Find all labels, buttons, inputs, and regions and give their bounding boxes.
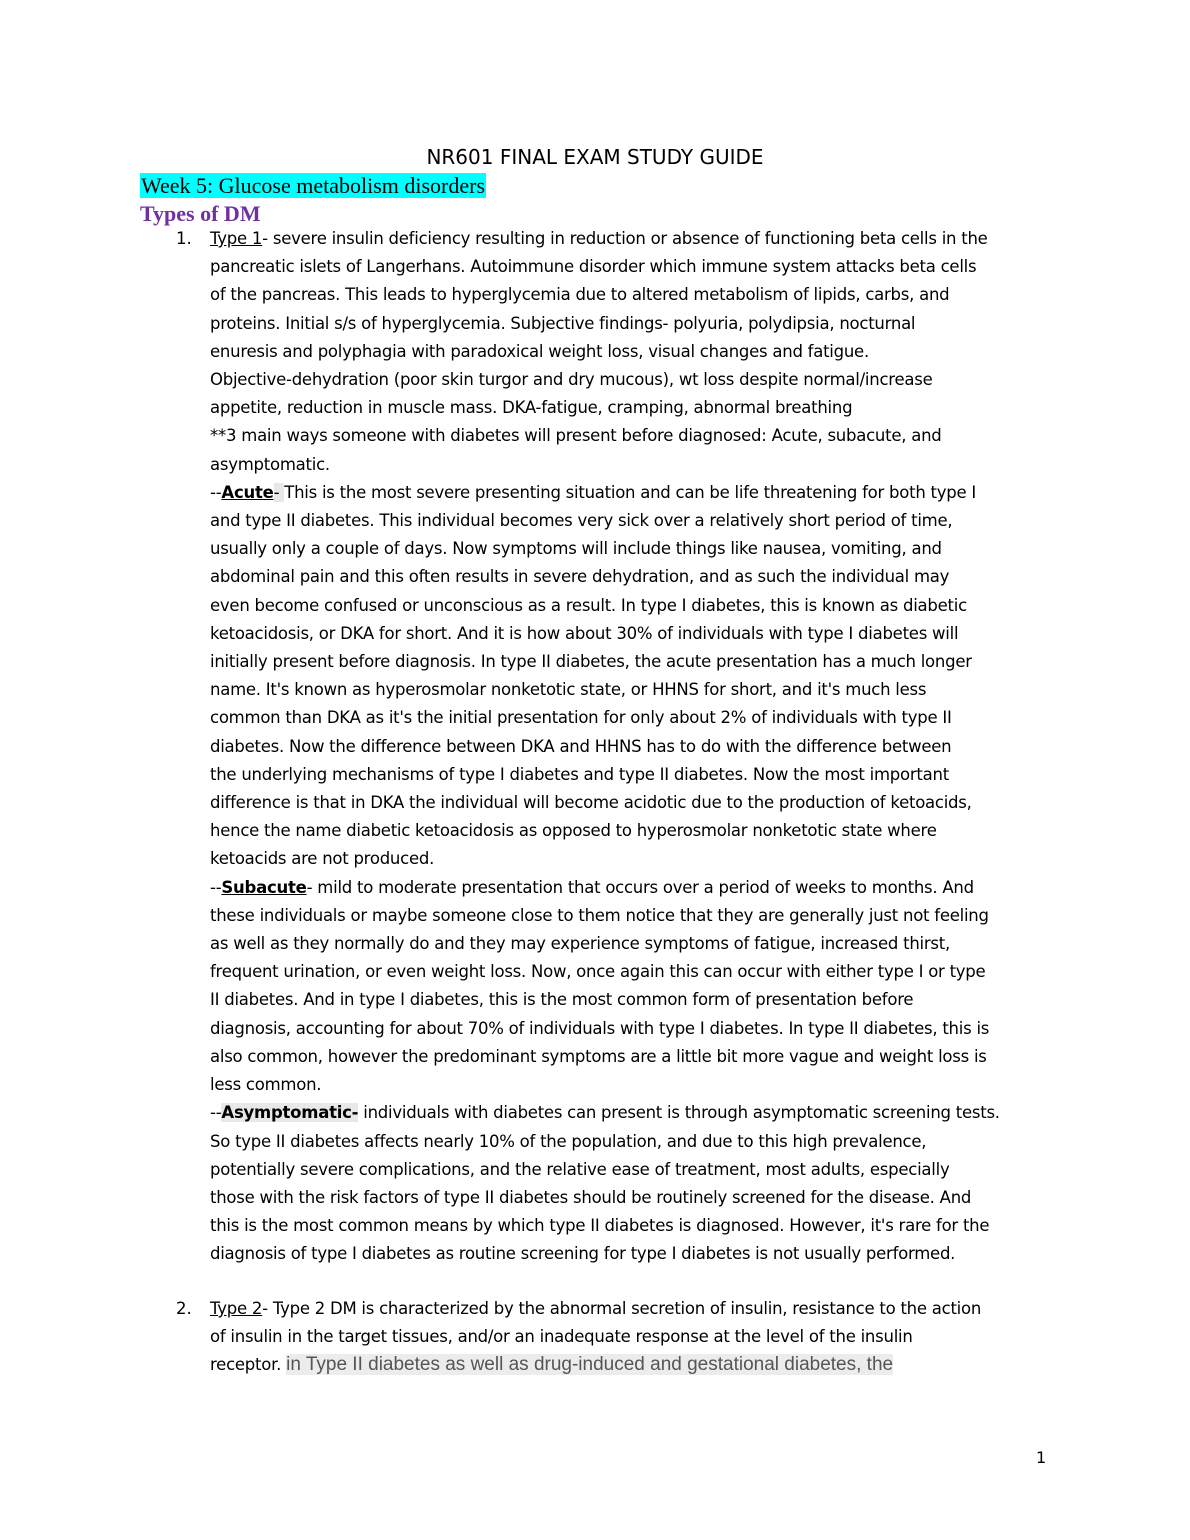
text-line: this is the most common means by which type II diabetes is diagnosed. However, it's rare for the	[210, 1216, 990, 1236]
text-segment: - severe insulin deficiency resulting in reduction or absence of functioning beta cells in the	[262, 229, 988, 248]
text-line: these individuals or maybe someone close to them notice that they are generally just not feeling	[210, 905, 989, 925]
text-line: the underlying mechanisms of type I diabetes and type II diabetes. Now the most important	[210, 764, 949, 784]
text-line: abdominal pain and this often results in severe dehydration, and as such the individual may	[210, 567, 950, 587]
text-line: enuresis and polyphagia with paradoxical weight loss, visual changes and fatigue.	[210, 341, 869, 361]
asymptomatic-line	[210, 1099, 1070, 1127]
type2-label: Type 2	[210, 1299, 263, 1318]
subacute-label: Subacute	[221, 877, 307, 897]
text-segment: individuals with diabetes can present is through asymptomatic screening tests.	[358, 1103, 1000, 1123]
text-line: common than DKA as it's the initial presentation for only about 2% of individuals with type II	[210, 708, 952, 728]
text-line: pancreatic islets of Langerhans. Autoimmune disorder which immune system attacks beta cells	[210, 257, 977, 277]
text-line: hence the name diabetic ketoacidosis as opposed to hyperosmolar nonketotic state where	[210, 821, 937, 841]
week-heading-text: Week 5: Glucose metabolism disorders	[141, 173, 486, 198]
acute-label: Acute	[221, 482, 274, 502]
dash-prefix: --	[210, 877, 222, 897]
types-heading: Types of DM	[140, 201, 261, 226]
week-heading	[140, 172, 486, 200]
text-segment: receptor.	[210, 1355, 287, 1375]
dash-prefix: --	[210, 1103, 222, 1123]
text-line	[210, 225, 1070, 253]
list-item-type2	[210, 1295, 1070, 1380]
text-line: Objective-dehydration (poor skin turgor and dry mucous), wt loss despite normal/increase	[210, 370, 933, 390]
text-line: even become confused or unconscious as a result. In type I diabetes, this is known as diabetic	[210, 595, 967, 615]
text-line: those with the risk factors of type II diabetes should be routinely screened for the disease. And	[210, 1187, 972, 1207]
text-line: initially present before diagnosis. In type II diabetes, the acute presentation has a much longer	[210, 652, 972, 672]
text-line: difference is that in DKA the individual will become acidotic due to the production of ketoacids,	[210, 793, 972, 813]
text-line: name. It's known as hyperosmolar nonketotic state, or HHNS for short, and it's much less	[210, 680, 927, 700]
text-line: and type II diabetes. This individual becomes very sick over a relatively short period of time,	[210, 511, 953, 531]
text-line: of insulin in the target tissues, and/or an inadequate response at the level of the insulin	[210, 1327, 913, 1347]
list-number-1: 1.	[176, 229, 192, 248]
text-segment: - Type 2 DM is characterized by the abnormal secretion of insulin, resistance to the action	[262, 1299, 982, 1318]
text-line: II diabetes. And in type I diabetes, this is the most common form of presentation before	[210, 990, 914, 1010]
text-line: asymptomatic.	[210, 454, 330, 474]
text-line: frequent urination, or even weight loss. Now, once again this can occur with either type I or type	[210, 962, 986, 982]
text-line: less common.	[210, 1075, 322, 1095]
text-line: proteins. Initial s/s of hyperglycemia. Subjective findings- polyuria, polydipsia, nocturnal	[210, 313, 916, 333]
document-title: NR601 FINAL EXAM STUDY GUIDE	[426, 145, 764, 169]
asymptomatic-label: Asymptomatic-	[221, 1103, 359, 1123]
page-number: 1	[1036, 1448, 1047, 1467]
text-line: diabetes. Now the difference between DKA and HHNS has to do with the difference between	[210, 736, 952, 756]
list-item-type1	[210, 225, 1070, 1269]
text-line: diagnosis of type I diabetes as routine screening for type I diabetes is not usually performed.	[210, 1244, 956, 1264]
acute-line	[210, 479, 1070, 507]
text-line: appetite, reduction in muscle mass. DKA-fatigue, cramping, abnormal breathing	[210, 398, 853, 418]
acute-dash: -	[273, 482, 285, 502]
text-line: of the pancreas. This leads to hyperglycemia due to altered metabolism of lipids, carbs, and	[210, 285, 950, 305]
text-line: as well as they normally do and they may experience symptoms of fatigue, increased thirst,	[210, 934, 950, 954]
type1-label: Type 1	[210, 229, 263, 248]
list-number-2: 2.	[176, 1299, 192, 1318]
text-segment: This is the most severe presenting situation and can be life threatening for both type I	[284, 482, 976, 502]
text-line: potentially severe complications, and the relative ease of treatment, most adults, especially	[210, 1159, 950, 1179]
text-line: diagnosis, accounting for about 70% of individuals with type I diabetes. In type II diabetes, this is	[210, 1018, 990, 1038]
text-line: ketoacidosis, or DKA for short. And it is how about 30% of individuals with type I diabetes will	[210, 623, 959, 643]
text-segment: - mild to moderate presentation that occurs over a period of weeks to months. And	[306, 877, 974, 897]
highlighted-quote: in Type II diabetes as well as drug-induced and gestational diabetes, the	[286, 1354, 894, 1376]
text-line	[210, 1295, 1070, 1323]
text-line: also common, however the predominant symptoms are a little bit more vague and weight loss is	[210, 1046, 987, 1066]
text-line: ketoacids are not produced.	[210, 849, 435, 869]
dash-prefix: --	[210, 482, 222, 502]
text-line: **3 main ways someone with diabetes will present before diagnosed: Acute, subacute, and	[210, 426, 942, 446]
text-line: usually only a couple of days. Now symptoms will include things like nausea, vomiting, and	[210, 539, 942, 559]
text-line: So type II diabetes affects nearly 10% of the population, and due to this high prevalence,	[210, 1131, 927, 1151]
text-line	[210, 1351, 1070, 1379]
subacute-line	[210, 874, 1070, 902]
